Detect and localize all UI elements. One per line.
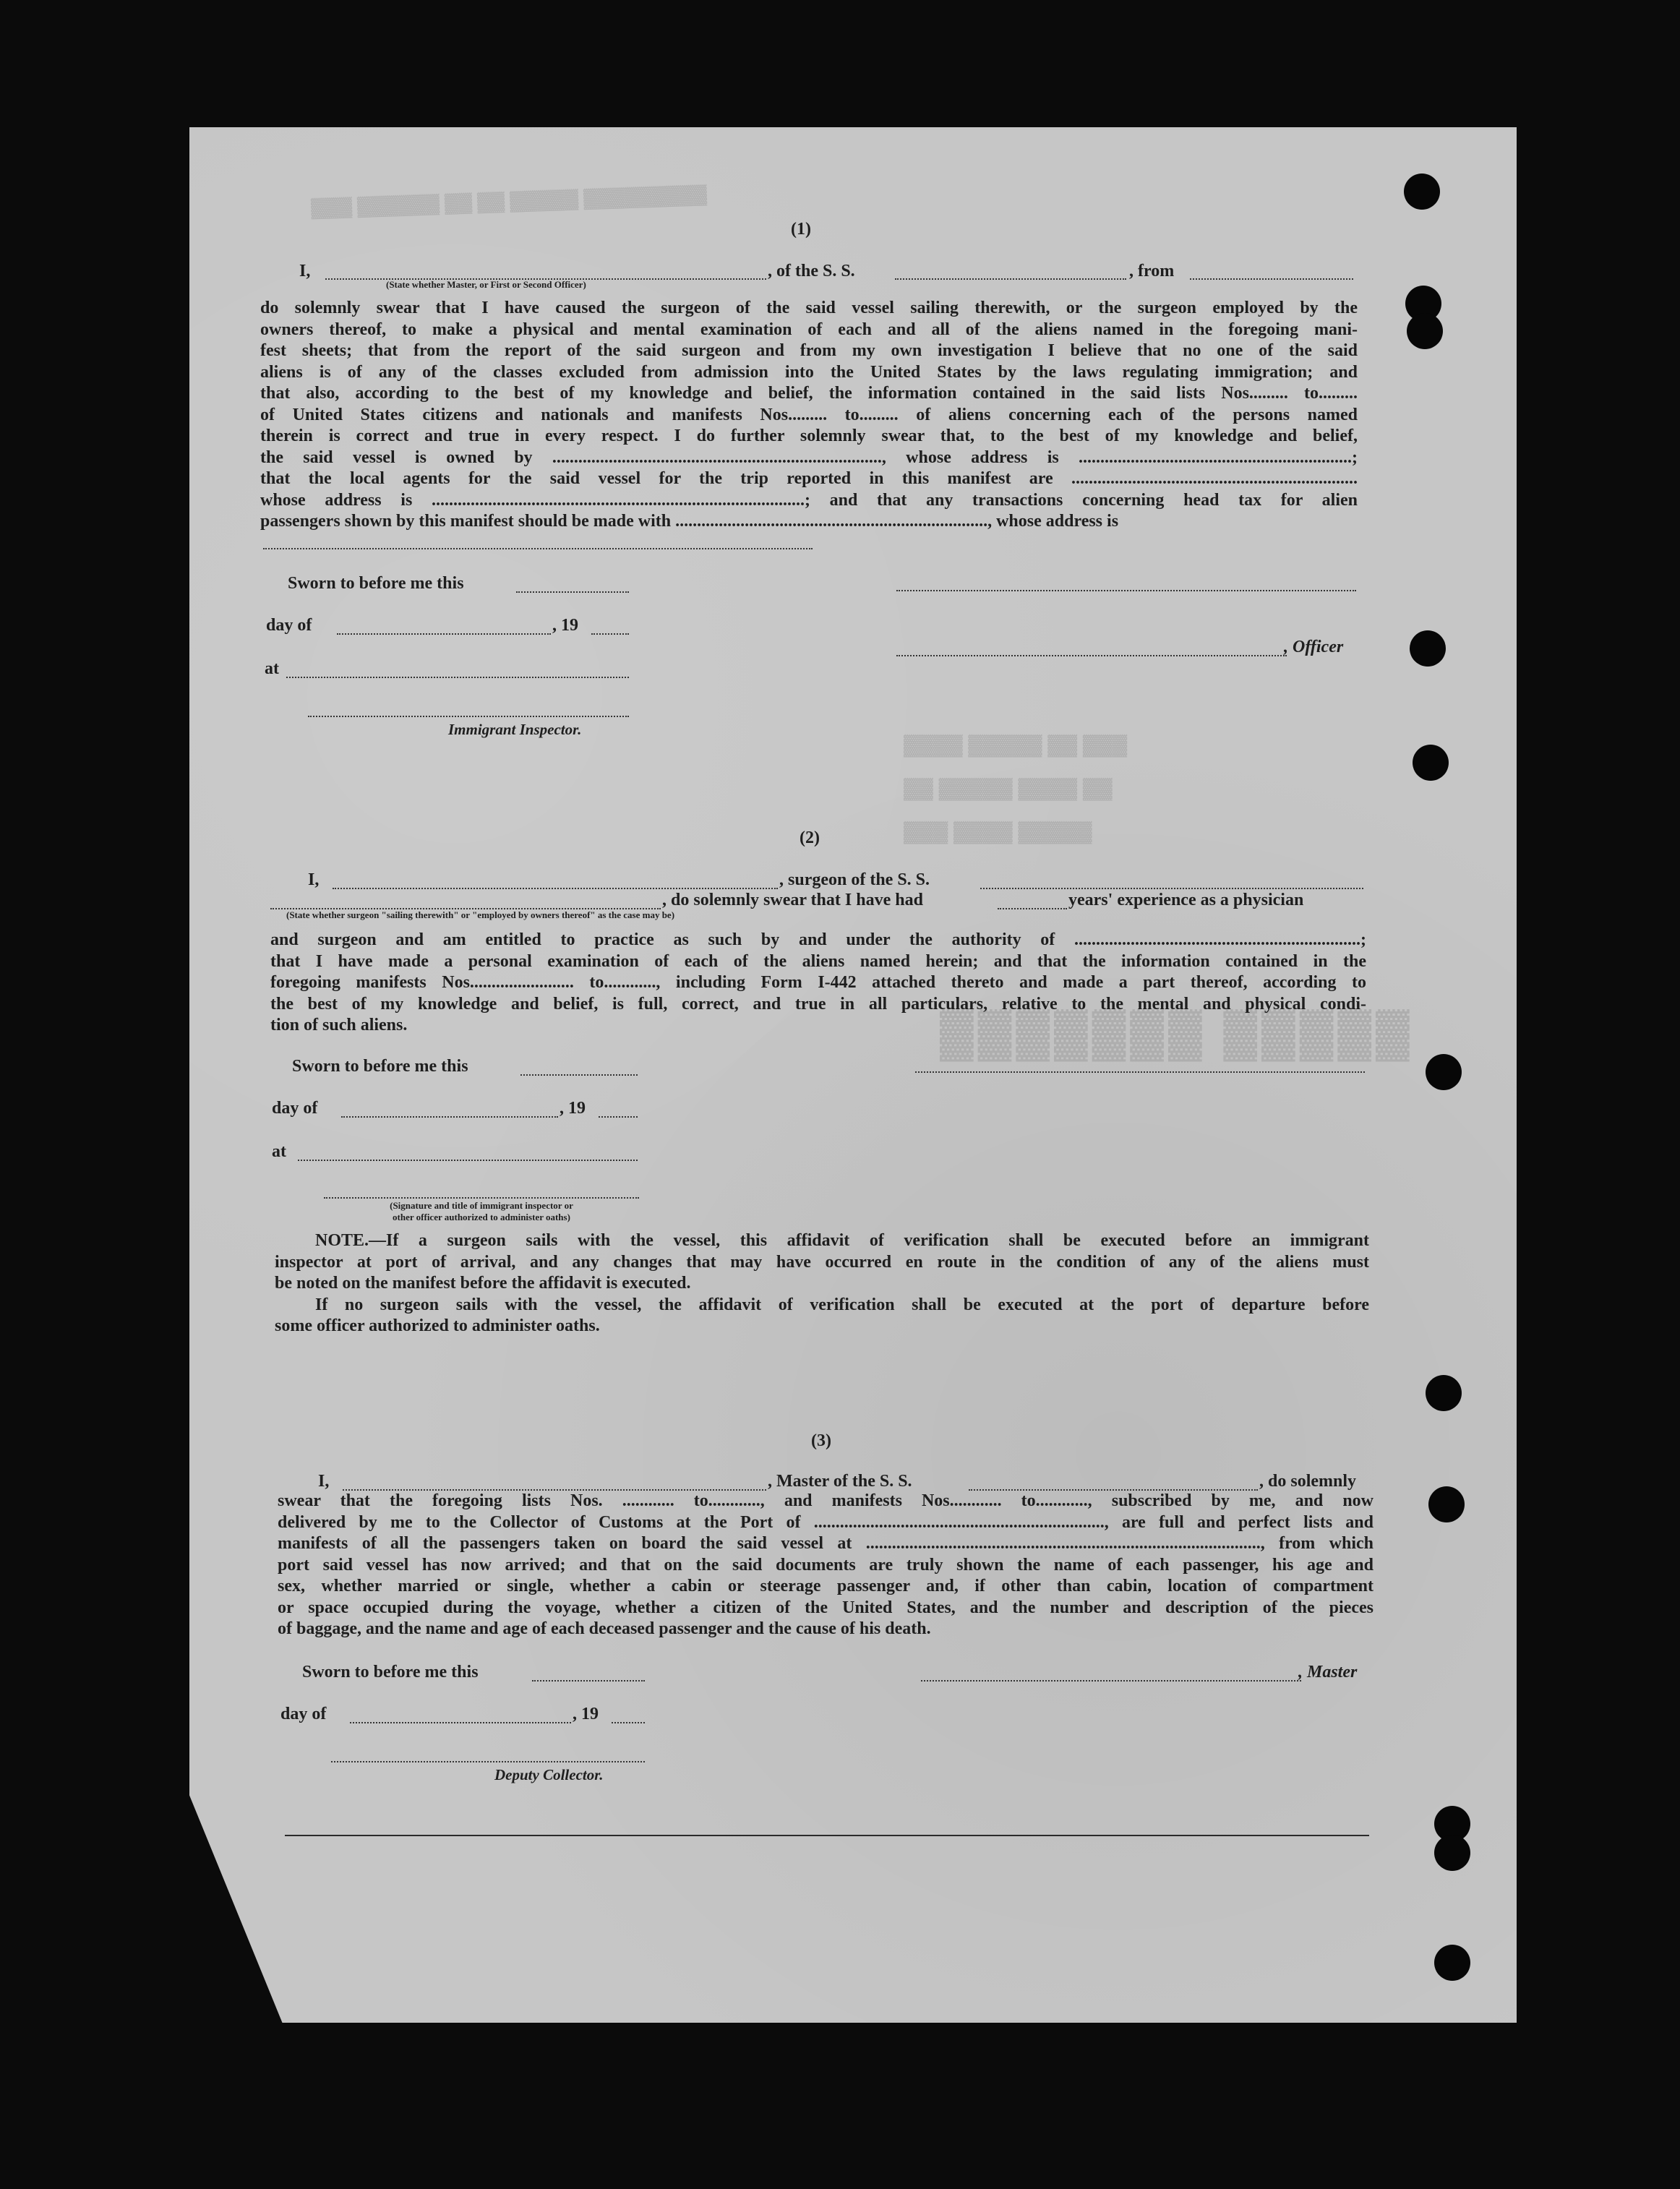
bottom-rule xyxy=(285,1835,1369,1836)
master-i-label: I, xyxy=(318,1472,330,1491)
month-field-2[interactable] xyxy=(341,1116,558,1118)
section-3-body xyxy=(278,1491,1373,1640)
inspector-signature-field-2[interactable] xyxy=(324,1197,639,1199)
agent-address-continuation[interactable] xyxy=(263,548,813,549)
day-of-label-2: day of xyxy=(272,1099,318,1118)
surgeon-ship-label: , surgeon of the S. S. xyxy=(779,870,930,889)
punch-hole xyxy=(1426,1375,1462,1411)
from-label: , from xyxy=(1129,262,1175,280)
officer-label: , Officer xyxy=(1284,638,1344,656)
note-line: If no surgeon sails with the vessel, the affidavit of verification shall be executed at the port of departure before xyxy=(315,1295,1369,1314)
body-line: that I have made a personal examination of each of the aliens named herein; and that the information contained in the xyxy=(270,951,1366,971)
year-field-1[interactable] xyxy=(591,633,629,635)
section-1-oath-line xyxy=(299,260,310,282)
officer-rank-note: (State whether Master, or First or Second Officer) xyxy=(386,279,586,290)
sworn-label-1: Sworn to before me this xyxy=(288,574,464,593)
do-solemnly-label: , do solemnly xyxy=(1259,1472,1357,1491)
body-line: and surgeon and am entitled to practice as such by and under the authority of ..................................................................; xyxy=(270,930,1366,949)
body-line: do solemnly swear that I have caused the surgeon of the said vessel sailing therewith, or the surgeon employed by the xyxy=(260,299,1358,317)
bleed-through-heading: ▓▓▓ ▓▓▓▓▓▓ ▓▓ ▓▓ ▓▓▓▓▓ ▓▓▓▓▓▓▓▓▓ xyxy=(310,182,708,218)
section-1-number: (1) xyxy=(791,220,811,239)
master-ship-label: , Master of the S. S. xyxy=(768,1472,912,1491)
sworn-label-2: Sworn to before me this xyxy=(292,1057,468,1076)
bleed-through-lines: ▓▓▓▓ ▓▓▓▓▓ ▓▓ ▓▓▓ ▓▓ ▓▓▓▓▓ ▓▓▓▓ ▓▓ ▓▓▓ ▓▓▓▓ ▓▓▓▓▓ xyxy=(904,733,1128,842)
body-line: delivered by me to the Collector of Customs at the Port of ..................................................................., are full and perfect lists and xyxy=(278,1512,1373,1532)
punch-hole xyxy=(1428,1486,1465,1522)
year-label-1: , 19 xyxy=(552,616,578,635)
note-line: NOTE.—If a surgeon sails with the vessel, this affidavit of verification shall be executed before an immigrant xyxy=(315,1231,1369,1250)
body-line: fest sheets; that from the report of the said surgeon and from my own investigation I believe that no one of the said xyxy=(260,341,1358,360)
sworn-date-field-1[interactable] xyxy=(516,591,629,593)
punch-hole xyxy=(1404,174,1440,210)
year-label-2: , 19 xyxy=(560,1099,586,1118)
line-label-i: I, xyxy=(299,262,311,280)
body-line: aliens is of any of the classes excluded from admission into the United States by the laws regulating immigration; and xyxy=(260,362,1358,382)
note-line: be noted on the manifest before the affidavit is executed. xyxy=(275,1274,691,1293)
ship-label: , of the S. S. xyxy=(768,262,855,280)
body-line: tion of such aliens. xyxy=(270,1016,408,1034)
sworn-date-field-3[interactable] xyxy=(532,1680,645,1682)
officer-signature-field-b[interactable] xyxy=(896,655,1287,656)
sworn-label-3: Sworn to before me this xyxy=(302,1663,479,1682)
years-experience-field[interactable] xyxy=(998,908,1067,909)
body-line: sex, whether married or single, whether a cabin or steerage passenger and, if other than cabin, location of compartment xyxy=(278,1577,1373,1595)
physician-label: years' experience as a physician xyxy=(1068,891,1304,909)
body-line: port said vessel has now arrived; and that on the said documents are truly shown the name of each passenger, his age and xyxy=(278,1555,1373,1575)
bleed-through-stamp: ▓▓▓▓▓▓▓ ▓▓▓▓▓ xyxy=(940,1006,1414,1058)
at-label-2: at xyxy=(272,1142,286,1161)
surgeon-type-note: (State whether surgeon "sailing therewith" or "employed by owners thereof" as the case may be) xyxy=(286,909,675,920)
deputy-label: Deputy Collector. xyxy=(494,1766,604,1783)
master-signature-field[interactable] xyxy=(921,1680,1301,1682)
from-port-field[interactable] xyxy=(1190,278,1353,280)
body-line: or space occupied during the voyage, whether a citizen of the United States, and the number and description of the pieces xyxy=(278,1598,1373,1617)
body-line: passengers shown by this manifest should be made with ........................................................................, whose address is xyxy=(260,512,1119,531)
section-3-number: (3) xyxy=(811,1431,831,1450)
deputy-signature-field[interactable] xyxy=(331,1761,645,1762)
note-line: inspector at port of arrival, and any changes that may have occurred en route in the condition of any of the aliens must xyxy=(275,1252,1369,1272)
year-field-3[interactable] xyxy=(612,1722,645,1723)
body-line: whose address is ......................................................................................; and that any transactions concerning head tax for alien xyxy=(260,490,1358,510)
punch-hole xyxy=(1434,1835,1470,1871)
punch-hole xyxy=(1434,1945,1470,1981)
year-label-3: , 19 xyxy=(573,1705,599,1723)
body-line: that the local agents for the said vessel for the trip reported in this manifest are .................................................................. xyxy=(260,469,1358,488)
body-line: that also, according to the best of my knowledge and belief, the information contained in the said lists Nos......... to......... xyxy=(260,384,1358,403)
body-line: owners thereof, to make a physical and mental examination of each and all of the aliens named in the foregoing mani- xyxy=(260,320,1358,339)
year-field-2[interactable] xyxy=(599,1116,638,1118)
section-1-body xyxy=(260,298,1358,533)
body-line: foregoing manifests Nos........................ to............, including Form I-442 attached thereto and made a part thereof, according to xyxy=(270,973,1366,992)
body-line: therein is correct and true in every respect. I do further solemnly swear that, to the best of my knowledge and belief, xyxy=(260,427,1358,445)
month-field-1[interactable] xyxy=(337,633,551,635)
section-2-body xyxy=(270,930,1366,1037)
day-of-label-3: day of xyxy=(280,1705,327,1723)
section-2-number: (2) xyxy=(800,828,820,847)
body-line: the said vessel is owned by ............................................................................, whose address is ...............................................................; xyxy=(260,447,1358,467)
note-line: some officer authorized to administer oaths. xyxy=(275,1316,600,1335)
punch-hole xyxy=(1426,1054,1462,1090)
body-line: the best of my knowledge and belief, is full, correct, and true in all particulars, relative to the mental and physical condi- xyxy=(270,994,1366,1014)
surgeon-signature-field[interactable] xyxy=(915,1071,1365,1073)
body-line: of baggage, and the name and age of each deceased passenger and the cause of his death. xyxy=(278,1619,931,1638)
punch-hole xyxy=(1413,745,1449,781)
body-line: of United States citizens and nationals and manifests Nos......... to......... of aliens concerning each of the persons named xyxy=(260,405,1358,424)
master-label: , Master xyxy=(1298,1663,1358,1682)
at-place-field-2[interactable] xyxy=(298,1160,638,1161)
at-place-field-1[interactable] xyxy=(286,677,629,678)
ship-name-field[interactable] xyxy=(895,278,1126,280)
solemnly-swear-label: , do solemnly swear that I have had xyxy=(662,891,923,909)
month-field-3[interactable] xyxy=(350,1722,571,1723)
surgeon-i-label: I, xyxy=(308,870,320,889)
inspector-label: Immigrant Inspector. xyxy=(448,721,582,738)
officer-signature-field-a[interactable] xyxy=(896,590,1356,591)
signature-note-line: (Signature and title of immigrant inspector or xyxy=(390,1200,573,1211)
punch-hole xyxy=(1410,630,1446,667)
note-paragraph xyxy=(275,1230,1369,1337)
body-line: manifests of all the passengers taken on board the said vessel at ..........................................................................................., from which xyxy=(278,1534,1373,1553)
day-of-label-1: day of xyxy=(266,616,312,635)
signature-note-line: other officer authorized to administer oaths) xyxy=(393,1212,570,1222)
body-line: swear that the foregoing lists Nos. ............ to............, and manifests Nos............ to............, subscribed by me, and now xyxy=(278,1491,1373,1510)
inspector-signature-field[interactable] xyxy=(308,716,629,717)
sworn-date-field-2[interactable] xyxy=(520,1074,638,1076)
at-label-1: at xyxy=(265,659,279,678)
signature-note xyxy=(320,1200,643,1223)
punch-hole xyxy=(1407,313,1443,349)
